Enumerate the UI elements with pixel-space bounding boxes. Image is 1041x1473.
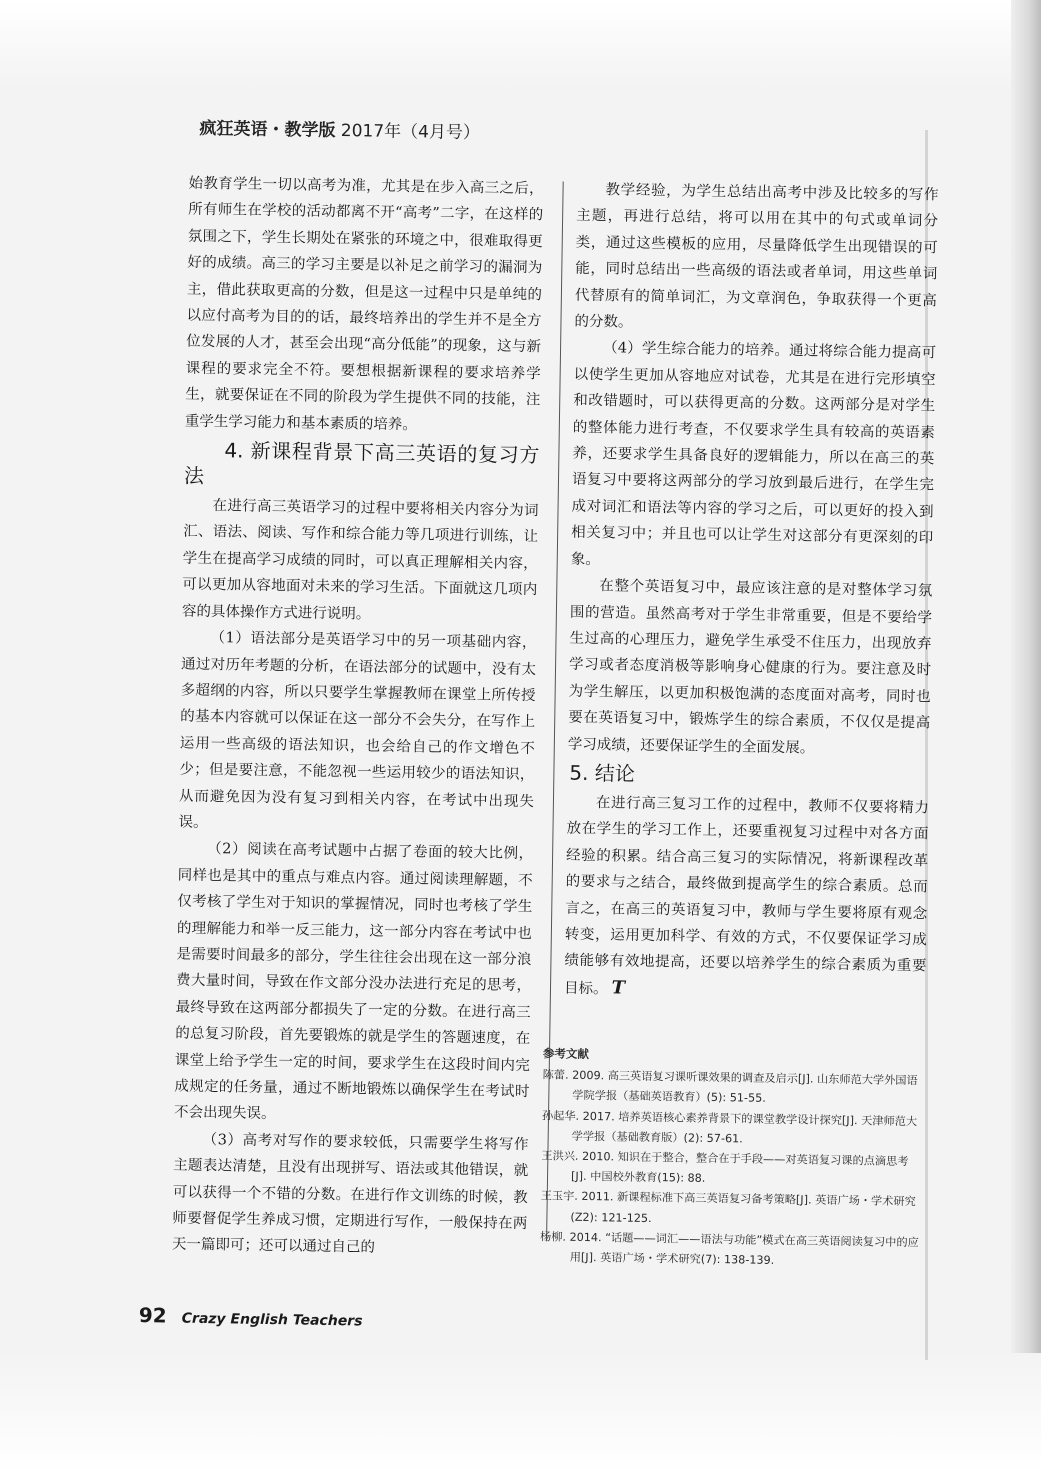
left-column: [172, 171, 544, 1264]
paragraph: 始教育学生一切以高考为准，尤其是在步入高三之后，所有师生在学校的活动都离不开“高考”二字，在这样的氛围之下，学生长期处在紧张的环境之中，很难取得更好的成绩。高三的学习主要是以补足之前学习的漏洞为主，借此获取更高的分数，但是这一过程中只是单纯的以应付高考为目的的话，最终培养出的学生并不是全方位发展的人才，甚至会出现“高分低能”的现象，这与新课程的要求完全不符。要想根据新课程的要求培养学生，就要保证在不同的阶段为学生提供不同的技能，注重学生学习能力和基本素质的培养。: [184, 175, 544, 433]
conclusion-paragraph: [564, 790, 929, 1008]
scan-edge-right: [1011, 0, 1041, 1473]
paragraph: （1）语法部分是英语学习中的另一项基础内容，通过对历年考题的分析，在语法部分的试题中，没有太多超纲的内容，所以只要学生掌握教师在课堂上所传授的基本内容就可以保证在这一部分不会失分，在写作上运用一些高级的语法知识，也会给自己的作文增色不少；但是要注意，不能忽视一些运用较少的语法知识，从而避免因为没有复习到相关内容，在考试中出现失误。: [178, 630, 537, 831]
page-footer: [139, 1303, 363, 1331]
conclusion-text: 在进行高三复习工作的过程中，教师不仅要将精力放在学生的学习工作上，还要重视复习过程中对各方面经验的积累。结合高三复习的实际情况，将新课程改革的要求与之结合，最终做到提高学生的综合素质。总而言之，在高三的英语复习中，教师与学生要将原有观念转变，运用更加科学、有效的方式，不仅要保证学习成绩能够有效地提高，还要以培养学生的综合素质为重要目标。: [563, 795, 930, 998]
footer-title: Crazy English Teachers: [181, 1310, 363, 1330]
paragraph: 在整个英语复习中，最应该注意的是对整体学习氛围的营造。虽然高考对于学生非常重要，但是不要给学生过高的心理压力，避免学生承受不住压力，出现放弃学习或者态度消极等影响身心健康的行为。要注意及时为学生解压，以更加积极饱满的态度面对高考，同时也要在英语复习中，锻炼学生的综合素质，不仅仅是提高学习成绩，还要保证学生的全面发展。: [567, 578, 933, 757]
reference-item: 杨柳. 2014. “话题——词汇——语法与功能”模式在高三英语阅读复习中的应用[J]. 英语广场・学术研究(7): 138-139.: [540, 1230, 919, 1267]
issue-label: 2017年（4月号）: [340, 121, 481, 144]
right-column: [564, 177, 939, 1008]
reference-item: 陈蕾. 2009. 高三英语复习课听课效果的调查及启示[J]. 山东师范大学外国语学院学报（基础英语教育）(5): 51-55.: [542, 1068, 918, 1106]
paragraph: （4）学生综合能力的培养。通过将综合能力提高可以使学生更加从容地应对试卷，尤其是在进行完形填空和改错题时，可以获得更高的分数。这两部分是对学生的整体能力进行考查，不仅要求学生具有较高的英语素养，还要求学生具备良好的逻辑能力，所以在高三的英语复习中要将这两部分的学习放到最后进行，在学生完成对词汇和语法等内容的学习之后，可以更好的投入到相关复习中；并且也可以让学生对这部分有更深刻的印象。: [570, 340, 937, 568]
paragraph: （2）阅读在高考试题中占据了卷面的较大比例，同样也是其中的重点与难点内容。通过阅读理解题，不仅考核了学生对于知识的掌握情况，同时也考核了学生的理解能力和举一反三能力，这一部分内容在考试中也是需要时间最多的部分，学生往往会出现在这一部分浪费大量时间，导致在作文部分没办法进行充足的思考，最终导致在这两部分都损失了一定的分数。在进行高三的总复习阶段，首先要锻炼的就是学生的答题速度，在课堂上给予学生一定的时间，要求学生在这段时间内完成规定的任务量，通过不断地锻炼以确保学生在考试时不会出现失误。: [173, 841, 534, 1123]
scan-edge-bottom: [0, 1353, 1041, 1473]
article-content: [130, 95, 950, 1367]
scan-shade-top: [0, 0, 1041, 90]
section-5-heading: 5. 结论: [569, 760, 636, 786]
references: [540, 1043, 925, 1273]
paragraph: 在进行高三英语学习的过程中要将相关内容分为词汇、语法、阅读、写作和综合能力等几项进行训练，让学生在提高学习成绩的同时，可以真正理解相关内容，可以更加从容地面对未来的学习生活。下面就这几项内容的具体操作方式进行说明。: [181, 498, 539, 623]
section-4-heading: 4. 新课程背景下高三英语的复习方法: [183, 438, 540, 488]
references-title: 参考文献: [542, 1046, 590, 1062]
reference-item: 王玉宇. 2011. 新课程标准下高三英语复习备考策略[J]. 英语广场・学术研究(Z2): 121-125.: [540, 1189, 916, 1225]
reference-item: 孙起华. 2017. 培养英语核心素养背景下的课堂教学设计探究[J]. 天津师范大学学报（基础教育版）(2): 57-61.: [541, 1108, 918, 1146]
page-number: 92: [138, 1302, 167, 1328]
running-header: [199, 114, 480, 143]
reference-item: 王洪兴. 2010. 知识在于整合，整合在于手段——对英语复习课的点滴思考[J]. 中国校外教育(15): 88.: [541, 1149, 909, 1186]
end-mark: T: [611, 977, 626, 999]
paragraph: （3）高考对写作的要求较低，只需要学生将写作主题表达清楚，且没有出现拼写、语法或其他错误，就可以获得一个不错的分数。在进行作文训练的时候，教师要督促学生养成习惯，定期进行写作，一般保持在两天一篇即可；还可以通过自己的: [171, 1131, 529, 1257]
magazine-name: 疯狂英语・教学版: [199, 118, 336, 141]
paragraph: 教学经验，为学生总结出高考中涉及比较多的写作主题，再进行总结，将可以用在其中的句式或单词分类，通过这些模板的应用，尽量降低学生出现错误的可能，同时总结出一些高级的语法或者单词，用这些单词代替原有的简单词汇，为文章润色，争取获得一个更高的分数。: [574, 182, 939, 331]
